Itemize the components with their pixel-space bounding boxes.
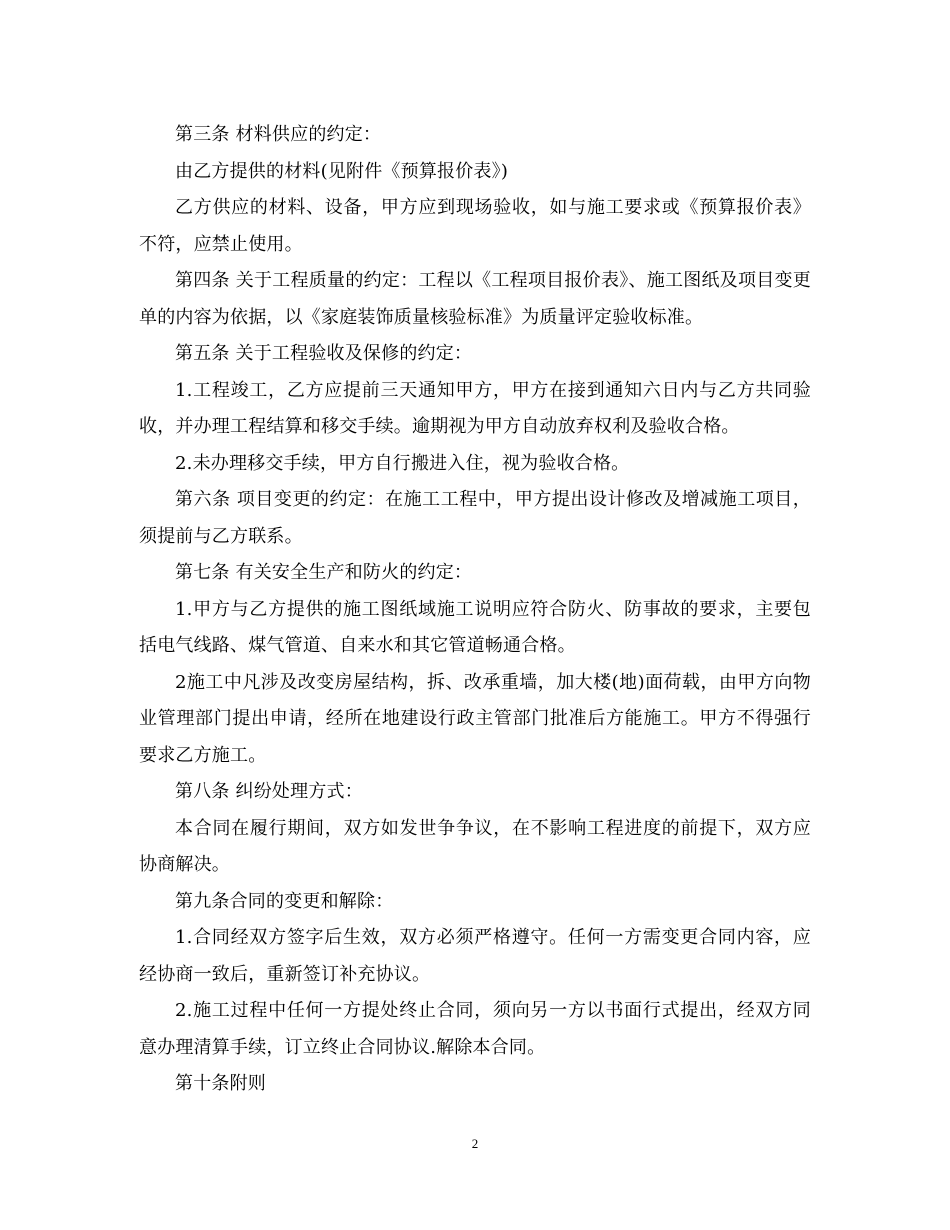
document-body	[139, 117, 811, 1103]
paragraph-article-9-heading: 第九条合同的变更和解除：	[175, 890, 394, 912]
paragraph-contract-change-item-2: 2.施工过程中任何一方提处终止合同，须向另一方以书面行式提出，经双方同意办理清算手续，订立终止合同协议.解除本合同。	[139, 1000, 811, 1058]
paragraph-dispute-resolution: 本合同在履行期间，双方如发世争争议，在不影响工程进度的前提下，双方应协商解决。	[139, 817, 811, 875]
paragraph-article-6-changes: 第六条 项目变更的约定：在施工工程中，甲方提出设计修改及增减施工项目，须提前与乙方联系。	[139, 489, 811, 547]
paragraph-materials-by-party-b: 由乙方提供的材料(见附件《预算报价表》)	[175, 160, 509, 182]
page-number: 2	[471, 1136, 479, 1151]
paragraph-acceptance-item-2: 2.未办理移交手续，甲方自行搬进入住，视为验收合格。	[175, 452, 630, 474]
paragraph-article-8-heading: 第八条 纠纷处理方式：	[175, 781, 363, 802]
paragraph-article-3-heading: 第三条 材料供应的约定：	[175, 124, 382, 145]
paragraph-contract-change-item-1: 1.合同经双方签字后生效，双方必须严格遵守。任何一方需变更合同内容，应经协商一致后，重新签订补充协议。	[139, 927, 811, 985]
paragraph-article-10-heading: 第十条附则	[175, 1073, 266, 1094]
paragraph-article-4-quality: 第四条 关于工程质量的约定：工程以《工程项目报价表》、施工图纸及项目变更单的内容为依据，以《家庭装饰质量核验标准》为质量评定验收标准。	[139, 270, 811, 328]
paragraph-safety-item-1: 1.甲方与乙方提供的施工图纸域施工说明应符合防火、防事故的要求，主要包括电气线路、煤气管道、自来水和其它管道畅通合格。	[139, 598, 811, 656]
paragraph-acceptance-item-1: 1.工程竣工，乙方应提前三天通知甲方，甲方在接到通知六日内与乙方共同验收，并办理工程结算和移交手续。逾期视为甲方自动放弃权利及验收合格。	[139, 379, 811, 437]
paragraph-article-7-heading: 第七条 有关安全生产和防火的约定：	[175, 562, 473, 583]
paragraph-article-5-heading: 第五条 关于工程验收及保修的约定：	[175, 343, 473, 364]
paragraph-materials-inspection: 乙方供应的材料、设备，甲方应到现场验收，如与施工要求或《预算报价表》不符，应禁止使用。	[139, 197, 811, 255]
paragraph-safety-item-2: 2施工中凡涉及改变房屋结构，拆、改承重墙，加大楼(地)面荷载，由甲方向物业管理部门提出申请，经所在地建设行政主管部门批准后方能施工。甲方不得强行要求乙方施工。	[139, 671, 811, 766]
